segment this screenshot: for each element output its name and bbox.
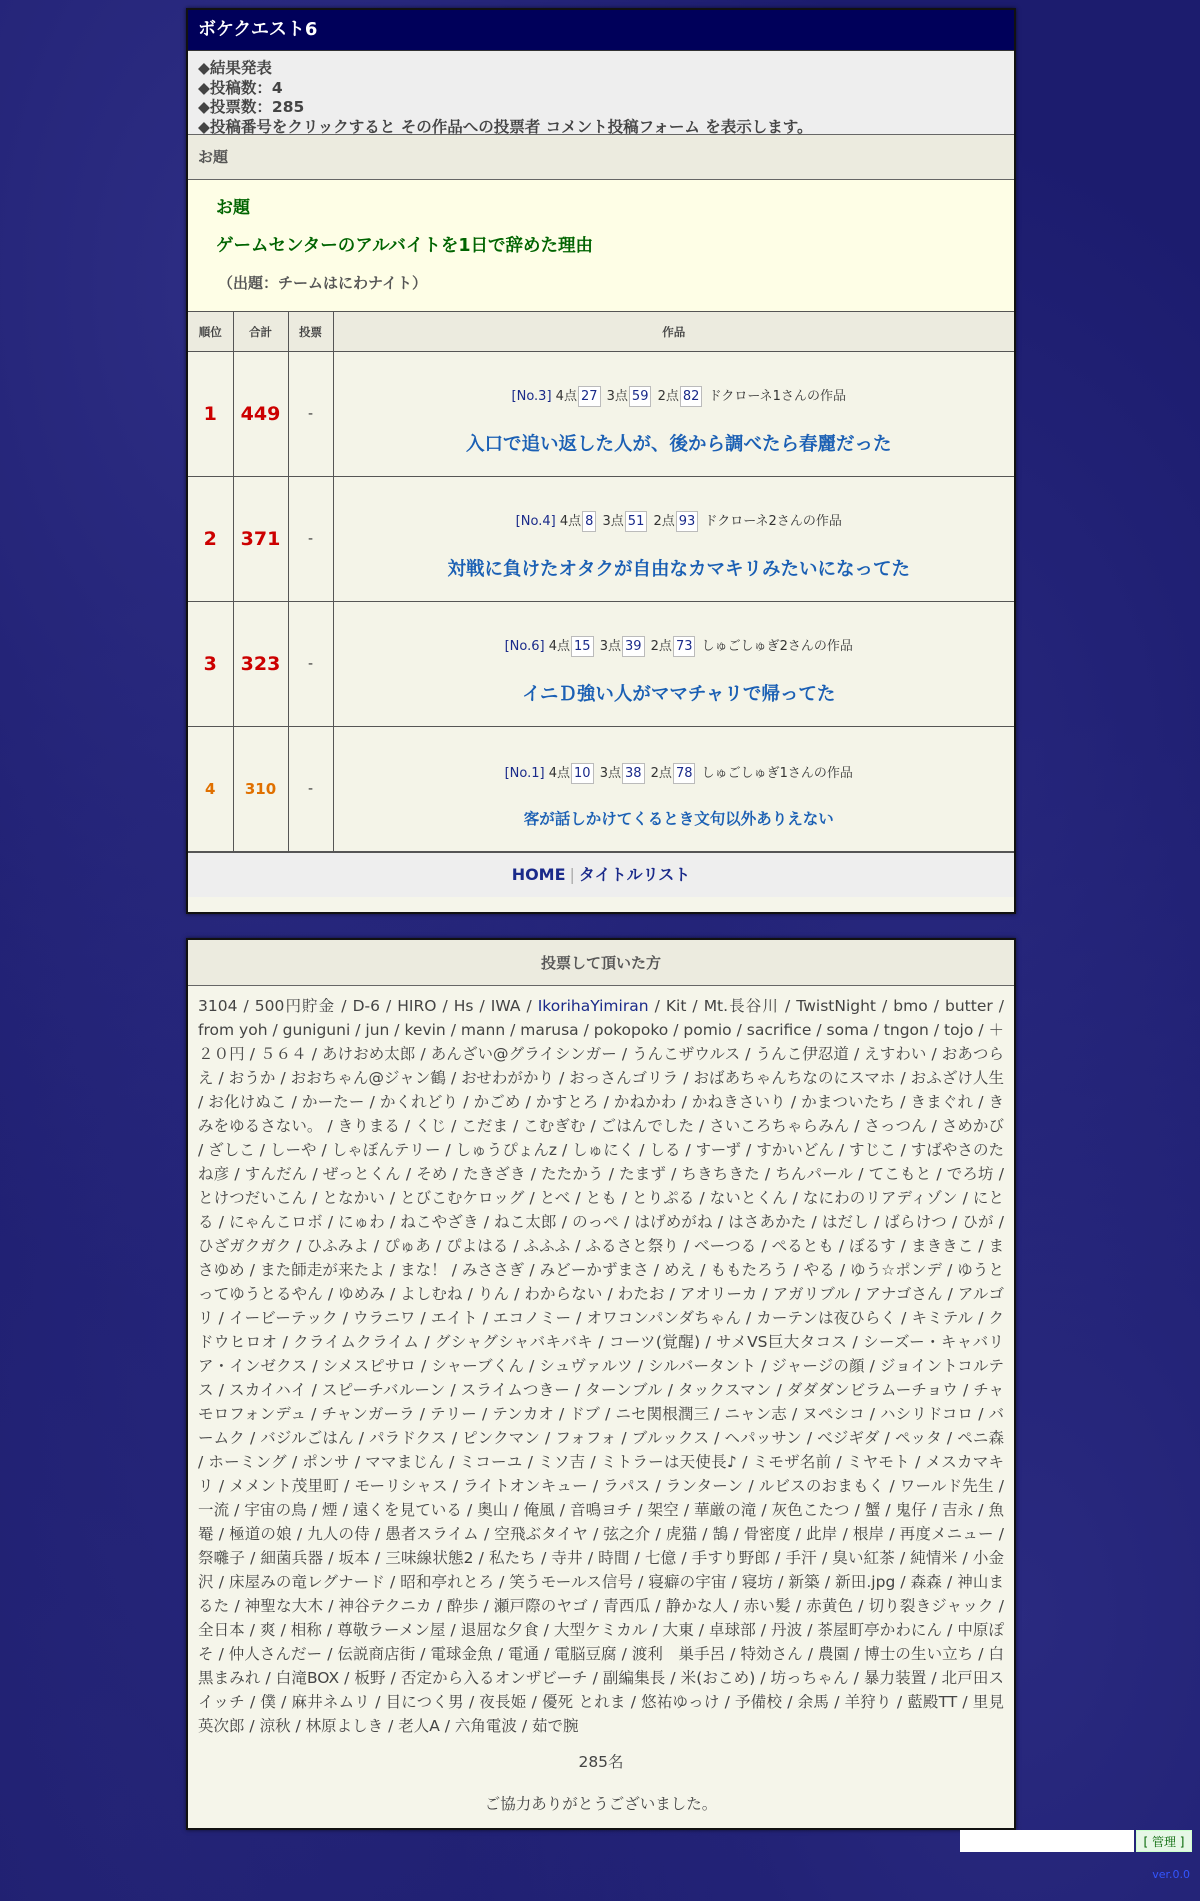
points-3-count: 59 <box>629 386 652 407</box>
table-row <box>188 727 1014 852</box>
total-cell: 449 <box>233 352 288 477</box>
odai-section-heading: お題 <box>188 135 1014 180</box>
odai-label: お題 <box>216 198 250 218</box>
points-4-count: 8 <box>582 511 596 532</box>
entry-number-link[interactable]: [No.3] <box>511 389 552 404</box>
page-title: ボケクエスト6 <box>188 10 1014 51</box>
work-meta <box>344 636 1015 658</box>
work-author: ドクローネ2さんの作品 <box>704 514 842 529</box>
title-list-link[interactable]: タイトルリスト <box>578 865 691 884</box>
work-title: イニＤ強い人がママチャリで帰ってた <box>522 684 836 705</box>
odai-text: ゲームセンターのアルバイトを1日で辞めた理由 <box>216 236 594 256</box>
header-vote: 投票 <box>288 312 333 352</box>
points-3-count: 38 <box>622 763 645 784</box>
nav-separator: | <box>569 865 575 884</box>
vote-cell: - <box>288 352 333 477</box>
results-panel <box>186 8 1016 914</box>
admin-button[interactable]: [ 管理 ] <box>1136 1830 1192 1852</box>
info-line: ◆投票数：285 <box>198 98 305 116</box>
work-cell <box>333 477 1014 602</box>
points-4-count: 10 <box>571 763 594 784</box>
info-line: ◆投稿数：4 <box>198 78 283 97</box>
info-box <box>188 51 1014 135</box>
voters-list-text: 3104 / 500円貯金 / D-6 / HIRO / Hs / IWA / <box>198 997 538 1015</box>
table-row <box>188 477 1014 602</box>
points-4-label: 4点 <box>548 766 570 781</box>
entry-number-link[interactable]: [No.1] <box>504 766 545 781</box>
entry-number-link[interactable]: [No.6] <box>504 639 545 654</box>
points-4-label: 4点 <box>548 639 570 654</box>
work-title: 対戦に負けたオタクが自由なカマキリみたいになってた <box>447 559 910 580</box>
work-author: ドクローネ1さんの作品 <box>708 389 846 404</box>
version-link[interactable]: ver.0.0 <box>1152 1868 1190 1881</box>
rank-cell: 4 <box>188 727 233 852</box>
points-4-count: 15 <box>571 636 594 657</box>
points-4-label: 4点 <box>555 389 577 404</box>
odai-author: （出題：チームはにわナイト） <box>218 274 427 292</box>
vote-cell: - <box>288 727 333 852</box>
work-author: しゅごしゅぎ2さんの作品 <box>701 639 853 654</box>
points-2-count: 73 <box>673 636 696 657</box>
points-3-label: 3点 <box>599 766 621 781</box>
info-line: ◆投稿番号をクリックすると その作品への投票者 コメント投稿フォーム を表示します。 <box>198 117 813 136</box>
home-link[interactable]: HOME <box>511 865 566 884</box>
total-cell: 323 <box>233 602 288 727</box>
voter-name-highlight[interactable]: IkorihaYimiran <box>537 997 649 1015</box>
work-cell <box>333 602 1014 727</box>
points-2-label: 2点 <box>657 389 679 404</box>
voters-list <box>198 994 1004 1738</box>
vote-cell: - <box>288 602 333 727</box>
work-title: 入口で追い返した人が、後から調べたら春麗だった <box>465 434 892 455</box>
points-2-label: 2点 <box>653 514 675 529</box>
total-cell: 371 <box>233 477 288 602</box>
work-author: しゅごしゅぎ1さんの作品 <box>701 766 853 781</box>
points-3-count: 51 <box>625 511 648 532</box>
voters-body <box>188 986 1014 1822</box>
work-cell <box>333 727 1014 852</box>
table-row <box>188 352 1014 477</box>
points-3-label: 3点 <box>602 514 624 529</box>
voters-count: 285名 <box>578 1753 624 1771</box>
table-row <box>188 602 1014 727</box>
header-rank: 順位 <box>188 312 233 352</box>
points-2-count: 93 <box>676 511 699 532</box>
work-title: 客が話しかけてくるとき文句以外ありえない <box>523 810 834 828</box>
points-2-count: 78 <box>673 763 696 784</box>
header-total: 合計 <box>233 312 288 352</box>
vote-cell: - <box>288 477 333 602</box>
work-meta <box>344 763 1015 785</box>
entry-number-link[interactable]: [No.4] <box>515 514 556 529</box>
work-meta <box>344 386 1015 408</box>
work-cell <box>333 352 1014 477</box>
points-3-label: 3点 <box>606 389 628 404</box>
rank-cell: 1 <box>188 352 233 477</box>
work-meta <box>344 511 1015 533</box>
points-3-label: 3点 <box>599 639 621 654</box>
points-3-count: 39 <box>622 636 645 657</box>
header-work: 作品 <box>333 312 1014 352</box>
admin-password-input[interactable] <box>960 1830 1134 1852</box>
footer-nav <box>188 852 1014 897</box>
admin-area <box>960 1830 1192 1852</box>
total-cell: 310 <box>233 727 288 852</box>
points-2-count: 82 <box>680 386 703 407</box>
points-2-label: 2点 <box>650 639 672 654</box>
rank-cell: 3 <box>188 602 233 727</box>
voters-heading: 投票して頂いた方 <box>188 940 1014 986</box>
voters-panel <box>186 938 1016 1830</box>
voters-thanks: ご協力ありがとうございました。 <box>484 1795 718 1813</box>
points-4-label: 4点 <box>559 514 582 529</box>
info-line: ◆結果発表 <box>198 59 272 77</box>
voters-list-text: / Kit / Mt.長谷川 / TwistNight / bmo / butter / from yoh / guniguni / jun / kevin / mann / marusa / pokopoko / pomio / sacrifice / soma / tngon / tojo / ＋２０円 / ５６４ / あけおめ太郎 / あんざい@グライシンガー / うんこザウルス / うんこ伊忍道 / えすわい / おあつらえ / おうか / おおちゃん@ジャン鶴 / おせわがかり / おっさんゴリラ / おばあちゃんちなのにスマホ / おふざけ人生 / お化けぬこ / かーたー / かくれどり / かごめ / かすとろ / かねかわ / かねきさいり / かまついたち / きまぐれ / きみをゆるさない。 / きりまる / くじ / こだま / こむぎむ / ごはんでした / さいころちゃらみん / さっつん / さめかび / ざしこ / しーや / しゃぼんテリー / しゅうぴょんz / しゅにく / しる / すーず / すかいどん / すじこ / すばやさのたね彦 / すんだん / ぜっとくん / そめ / たきざき / たたかう / たまず / ちきちきた / ちんパール / てこもと / でろ坊 / とけつだいこん / となかい / とびこむケロッグ / とべ / とも / とりぷる / ないとくん / なにわのリアディゾン / にとる / にゃんこロボ / にゅわ / ねこやざき / ねこ太郎 / のっぺ / はげめがね / はさあかた / はだし / ばらけつ / ひが / ひざガクガク / ひふみよ / ぴゅあ / ぴよはる / ふふふ / ふるさと祭り / べーつる / ぺるとも / ぼるす / まききこ / まさゆめ / また師走が来たよ / まな！ / みささぎ / みどーかずまさ / めえ / ももたろう / やる / ゆう☆ポンデ / ゆうとってゆうとるやん / ゆめみ / よしむね / りん / わからない / わたお / アオリーカ / アガリブル / アナゴさん / アルゴリ / イービーテック / ウラニワ / エイト / エコノミー / オワコンパンダちゃん / カーテンは夜ひらく / キミテル / クドウヒロオ / クライムクライム / グシャグシャバキバキ / コーツ(覚醒) / サメVS巨大タコス / シーズー・キャバリア・インゼクス / シメスピサロ / シャーブくん / シュヴァルツ / シルバータント / ジャージの顔 / ジョイントコルテス / スカイハイ / スピーチバルーン / スライムつきー / ターンブル / タックスマン / ダダダンビラムーチョウ / チャモロフォンデュ / チャンガーラ / テリー / テンカオ / ドブ / ニセ関根潤三 / ニャン志 / ヌペシコ / ハシリドコロ / バームク / バジルごはん / パラドクス / ピンクマン / フォフォ / ブルックス / ヘパッサン / べジギダ / ペッタ / ペニ森 / ホーミング / ポンサ / ママまじん / ミコーユ / ミソ吉 / ミトラーは天使長♪ / ミモザ名前 / ミヤモト / メスカマキリ / メメント茂里町 / モーリシャス / ライトオンキュー / ラパス / ランターン / ルビスのおまもく / ワールド先生 / 一流 / 宇宙の鳥 / 煙 / 遠くを見ている / 奥山 / 俺風 / 音鳴ヨチ / 架空 / 華厳の滝 / 灰色こたつ / 蟹 / 鬼仔 / 吉永 / 魚罨 / 極道の娘 / 九人の侍 / 愚者スライム / 空飛ぶタイヤ / 弦之介 / 虎猫 / 鵠 / 骨密度 / 此岸 / 根岸 / 再度メニュー / 祭囃子 / 細菌兵器 / 坂本 / 三味線状態2 / 私たち / 寺井 / 時間 / 七億 / 手すり野郎 / 手汗 / 臭い紅茶 / 純情米 / 小金沢 / 床屋みの竜レグナード / 昭和亭れとろ / 笑うモールス信号 / 寝癖の宇宙 / 寝坊 / 新築 / 新田.jpg / 森森 / 神山まるた / 神聖な大木 / 神谷テクニカ / 酔歩 / 瀬戸際のヤゴ / 青西瓜 / 静かな人 / 赤い髪 / 赤黄色 / 切り裂きジャック / 全日本 / 爽 / 相称 / 尊敬ラーメン屋 / 退屈な夕食 / 大型ケミカル / 大東 / 卓球部 / 丹波 / 茶屋町亭かわにん / 中原ぽそ / 仲人さんだー / 伝説商店街 / 電球金魚 / 電通 / 電脳豆腐 / 渡利 巣手呂 / 特効さん / 農園 / 博士の生い立ち / 白黒まみれ / 白滝BOX / 板野 / 否定から入るオンザビーチ / 副編集長 / 米(おこめ) / 坊っちゃん / 暴力装置 / 北戸田スイッチ / 僕 / 麻井ネムリ / 目につく男 / 夜長姫 / 優死 とれま / 悠祐ゆっけ / 予備校 / 余馬 / 羊狩り / 藍殿TT / 里見英次郎 / 涼秋 / 林原よしき / 老人A / 六角電波 / 茹で腕 <box>198 997 1004 1735</box>
rank-cell: 2 <box>188 477 233 602</box>
points-4-count: 27 <box>578 386 601 407</box>
results-table <box>188 312 1014 852</box>
points-2-label: 2点 <box>650 766 672 781</box>
odai-box <box>188 180 1014 312</box>
